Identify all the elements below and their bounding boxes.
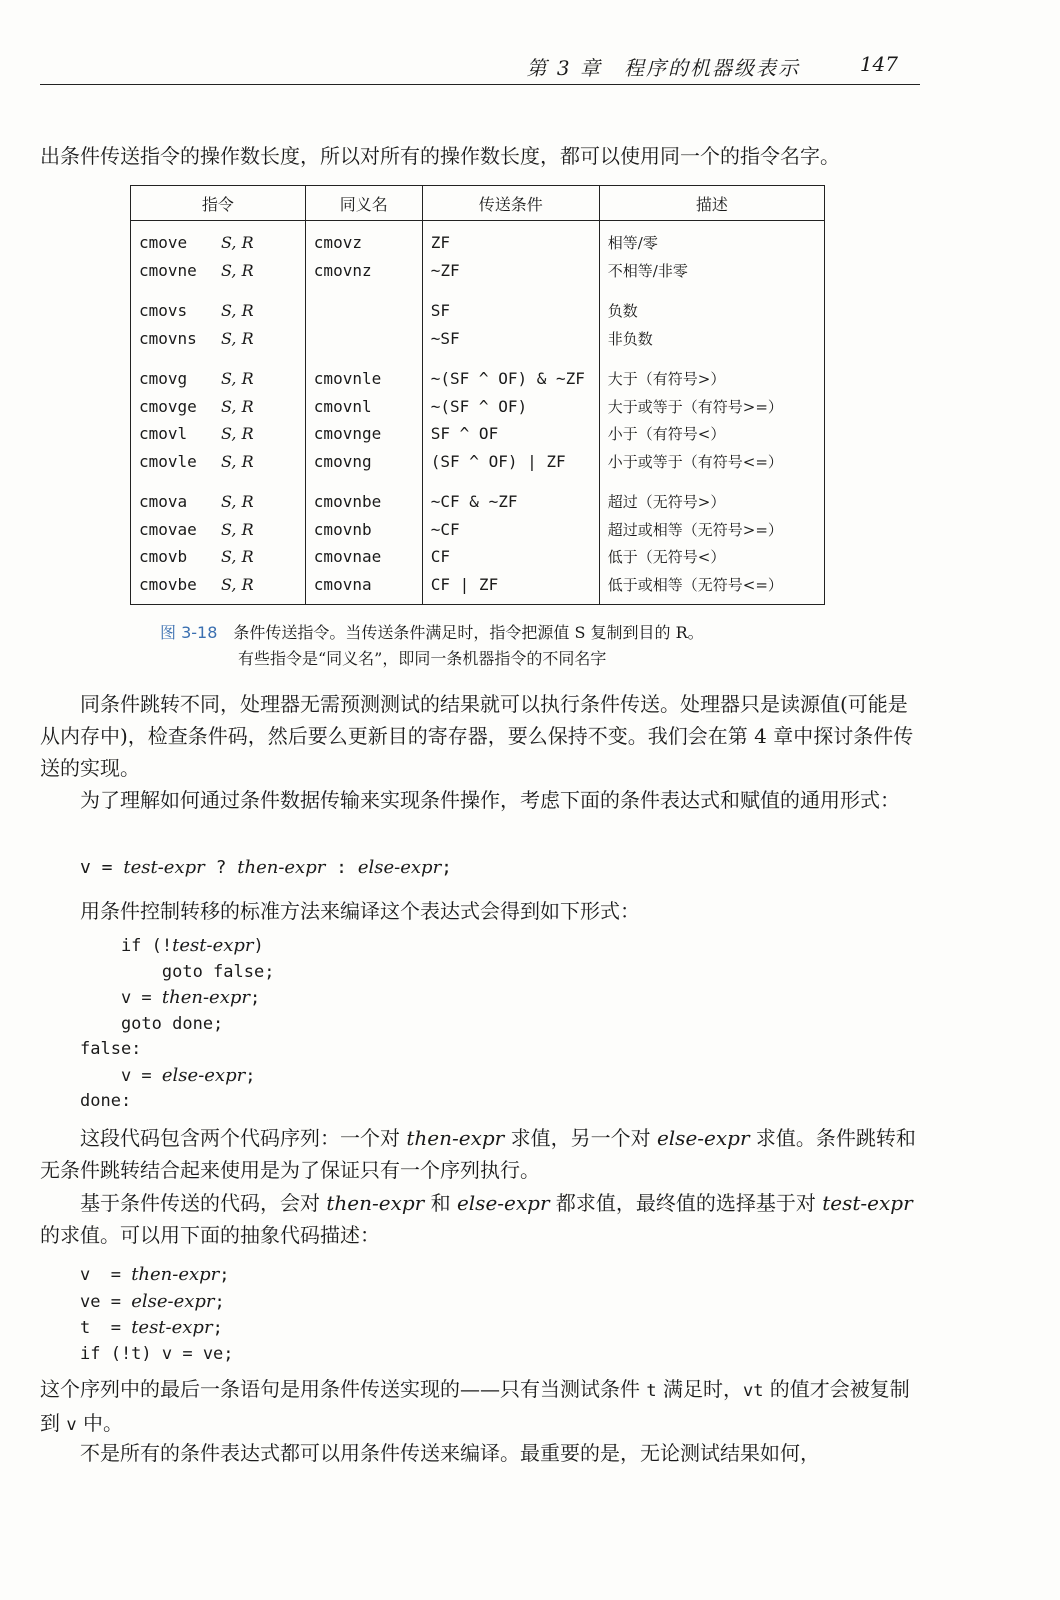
paragraph-7: 不是所有的条件表达式都可以用条件传送来编译。最重要的是，无论测试结果如何， bbox=[80, 1441, 820, 1465]
cell-synonym: cmovnae bbox=[305, 543, 422, 571]
instruction-operands: S, R bbox=[221, 547, 254, 567]
cell-synonym: cmovnbe bbox=[305, 488, 422, 516]
table-row bbox=[131, 221, 825, 257]
cell-instruction bbox=[131, 488, 306, 516]
cell-instruction bbox=[131, 543, 306, 571]
cell-description: 小于（有符号<） bbox=[599, 420, 824, 448]
instruction-name: cmovae bbox=[139, 519, 197, 539]
code-line: false: bbox=[80, 1039, 142, 1059]
cell-condition: (SF ^ OF) | ZF bbox=[422, 448, 599, 476]
header-synonym: 同义名 bbox=[305, 186, 422, 221]
cell-synonym: cmovnle bbox=[305, 365, 422, 393]
paragraph-3: 用条件控制转移的标准方法来编译这个表达式会得到如下形式： bbox=[80, 899, 640, 923]
cell-instruction bbox=[131, 393, 306, 421]
cell-instruction bbox=[131, 365, 306, 393]
instruction-name: cmovg bbox=[139, 369, 188, 389]
caption-line-2: 有些指令是“同义名”，即同一条机器指令的不同名字 bbox=[238, 649, 607, 668]
gap-cell bbox=[422, 475, 599, 488]
gap-cell bbox=[422, 284, 599, 297]
instruction-operands: S, R bbox=[221, 396, 254, 416]
code-line: ve = else-expr; bbox=[80, 1290, 225, 1312]
cell-instruction bbox=[131, 571, 306, 605]
cell-synonym: cmovz bbox=[305, 221, 422, 257]
cell-instruction bbox=[131, 325, 306, 353]
table-header-row bbox=[131, 186, 825, 221]
gap-cell bbox=[599, 475, 824, 488]
expr-then: then-expr bbox=[237, 857, 326, 878]
gap-cell bbox=[305, 284, 422, 297]
cell-description: 大于或等于（有符号>=） bbox=[599, 393, 824, 421]
instruction-operands: S, R bbox=[221, 519, 254, 539]
cell-condition: ~ZF bbox=[422, 257, 599, 285]
table-row bbox=[131, 571, 825, 605]
cell-synonym: cmovna bbox=[305, 571, 422, 605]
cell-description: 大于（有符号>） bbox=[599, 365, 824, 393]
instruction-name: cmove bbox=[139, 233, 188, 253]
instruction-name: cmovs bbox=[139, 301, 188, 321]
paragraph-2: 为了理解如何通过条件数据传输来实现条件操作，考虑下面的条件表达式和赋值的通用形式： bbox=[80, 788, 900, 812]
cell-condition: ~(SF ^ OF) bbox=[422, 393, 599, 421]
cell-synonym: cmovnz bbox=[305, 257, 422, 285]
instruction-name: cmovne bbox=[139, 260, 197, 280]
table-row bbox=[131, 543, 825, 571]
cell-instruction bbox=[131, 297, 306, 325]
table-row bbox=[131, 257, 825, 285]
cell-description: 低于或相等（无符号<=） bbox=[599, 571, 824, 605]
gap-cell bbox=[305, 352, 422, 365]
instruction-name: cmovb bbox=[139, 547, 188, 567]
code-line: goto false; bbox=[80, 961, 275, 982]
cell-description: 不相等/非零 bbox=[599, 257, 824, 285]
header-condition: 传送条件 bbox=[422, 186, 599, 221]
code-line: v = then-expr; bbox=[80, 1264, 230, 1285]
instruction-name: cmovns bbox=[139, 328, 197, 348]
paragraph-5: 基于条件传送的代码，会对 then-expr 和 else-expr 都求值，最终值的选择基于对 test-expr 的求值。可以用下面的抽象代码描述： bbox=[40, 1191, 913, 1247]
cell-synonym: cmovnl bbox=[305, 393, 422, 421]
gap-cell bbox=[131, 284, 306, 297]
code-line: if (!t) v = ve; bbox=[80, 1343, 234, 1364]
paragraph-6: 这个序列中的最后一条语句是用条件传送实现的——只有当测试条件 t 满足时，vt 的值才会被复制到 v 中。 bbox=[40, 1377, 910, 1435]
instruction-operands: S, R bbox=[221, 492, 254, 512]
cell-description: 超过或相等（无符号>=） bbox=[599, 516, 824, 544]
cell-synonym bbox=[305, 325, 422, 353]
expr-colon: : bbox=[325, 857, 358, 878]
cell-description: 小于或等于（有符号<=） bbox=[599, 448, 824, 476]
code-block-cmov bbox=[80, 1262, 234, 1367]
code-line: v = then-expr; bbox=[80, 987, 261, 1008]
cell-description: 低于（无符号<） bbox=[599, 543, 824, 571]
paragraph-4: 这段代码包含两个代码序列：一个对 then-expr 求值，另一个对 else-expr 求值。条件跳转和无条件跳转结合起来使用是为了保证只有一个序列执行。 bbox=[40, 1126, 916, 1182]
header-description: 描述 bbox=[599, 186, 824, 221]
instruction-operands: S, R bbox=[221, 574, 254, 594]
gap-cell bbox=[599, 352, 824, 365]
cell-instruction bbox=[131, 221, 306, 257]
expr-question: ? bbox=[204, 857, 238, 878]
cell-synonym: cmovng bbox=[305, 448, 422, 476]
instruction-operands: S, R bbox=[221, 424, 254, 444]
table-group-gap bbox=[131, 284, 825, 297]
cell-description: 负数 bbox=[599, 297, 824, 325]
expr-test: test-expr bbox=[123, 857, 205, 878]
instruction-name: cmovge bbox=[139, 396, 197, 416]
cell-condition: ~(SF ^ OF) & ~ZF bbox=[422, 365, 599, 393]
instruction-operands: S, R bbox=[221, 233, 254, 253]
paragraph-1: 同条件跳转不同，处理器无需预测测试的结果就可以执行条件传送。处理器只是读源值(可能是从内存中)，检查条件码，然后要么更新目的寄存器，要么保持不变。我们会在第 4 章中探讨条件传送的实现。 bbox=[40, 692, 914, 780]
instruction-name: cmova bbox=[139, 492, 188, 512]
cell-condition: ZF bbox=[422, 221, 599, 257]
cell-condition: ~SF bbox=[422, 325, 599, 353]
gap-cell bbox=[599, 284, 824, 297]
table-row bbox=[131, 448, 825, 476]
instruction-operands: S, R bbox=[221, 369, 254, 389]
intro-text: 出条件传送指令的操作数长度，所以对所有的操作数长度，都可以使用同一个的指令名字。 bbox=[40, 144, 840, 168]
cell-condition: ~CF bbox=[422, 516, 599, 544]
code-line: v = else-expr; bbox=[80, 1064, 256, 1086]
expr-end: ; bbox=[441, 857, 453, 878]
cell-instruction bbox=[131, 420, 306, 448]
cell-condition: SF bbox=[422, 297, 599, 325]
expr-prefix: v = bbox=[80, 857, 124, 878]
instruction-name: cmovbe bbox=[139, 574, 197, 594]
table-group-gap bbox=[131, 352, 825, 365]
gap-cell bbox=[422, 352, 599, 365]
table-row bbox=[131, 365, 825, 393]
table-row bbox=[131, 393, 825, 421]
cell-synonym: cmovnge bbox=[305, 420, 422, 448]
cell-description: 非负数 bbox=[599, 325, 824, 353]
expr-else: else-expr bbox=[357, 857, 442, 878]
conditional-expression bbox=[80, 855, 452, 881]
page-number: 147 bbox=[859, 52, 898, 76]
code-line: done: bbox=[80, 1091, 132, 1111]
header-instruction: 指令 bbox=[131, 186, 306, 221]
caption-line-1: 条件传送指令。当传送条件满足时，指令把源值 S 复制到目的 R。 bbox=[233, 623, 704, 642]
instruction-operands: S, R bbox=[221, 328, 254, 348]
instruction-operands: S, R bbox=[221, 451, 254, 471]
instruction-operands: S, R bbox=[221, 301, 254, 321]
cell-condition: CF | ZF bbox=[422, 571, 599, 605]
table-body bbox=[131, 221, 825, 605]
cell-description: 相等/零 bbox=[599, 221, 824, 257]
cell-description: 超过（无符号>） bbox=[599, 488, 824, 516]
table-row bbox=[131, 516, 825, 544]
code-block-jump bbox=[80, 933, 274, 1115]
table-group-gap bbox=[131, 475, 825, 488]
gap-cell bbox=[131, 352, 306, 365]
chapter-title: 第 3 章 程序的机器级表示 bbox=[526, 56, 800, 80]
table-row bbox=[131, 420, 825, 448]
running-header bbox=[40, 48, 920, 85]
gap-cell bbox=[305, 475, 422, 488]
table-row bbox=[131, 297, 825, 325]
cell-condition: ~CF & ~ZF bbox=[422, 488, 599, 516]
cmov-instruction-table bbox=[130, 185, 825, 605]
instruction-operands: S, R bbox=[221, 260, 254, 280]
code-line: goto done; bbox=[80, 1013, 224, 1034]
instruction-name: cmovl bbox=[139, 424, 188, 444]
cell-instruction bbox=[131, 257, 306, 285]
cell-synonym bbox=[305, 297, 422, 325]
cell-synonym: cmovnb bbox=[305, 516, 422, 544]
figure-caption bbox=[160, 620, 704, 672]
code-line: t = test-expr; bbox=[80, 1317, 223, 1338]
table-row bbox=[131, 325, 825, 353]
cell-instruction bbox=[131, 516, 306, 544]
code-line: if (!test-expr) bbox=[80, 935, 264, 956]
figure-label: 图 3-18 bbox=[160, 623, 218, 642]
instruction-name: cmovle bbox=[139, 451, 197, 471]
table-row bbox=[131, 488, 825, 516]
cell-condition: SF ^ OF bbox=[422, 420, 599, 448]
cell-instruction bbox=[131, 448, 306, 476]
cell-condition: CF bbox=[422, 543, 599, 571]
gap-cell bbox=[131, 475, 306, 488]
